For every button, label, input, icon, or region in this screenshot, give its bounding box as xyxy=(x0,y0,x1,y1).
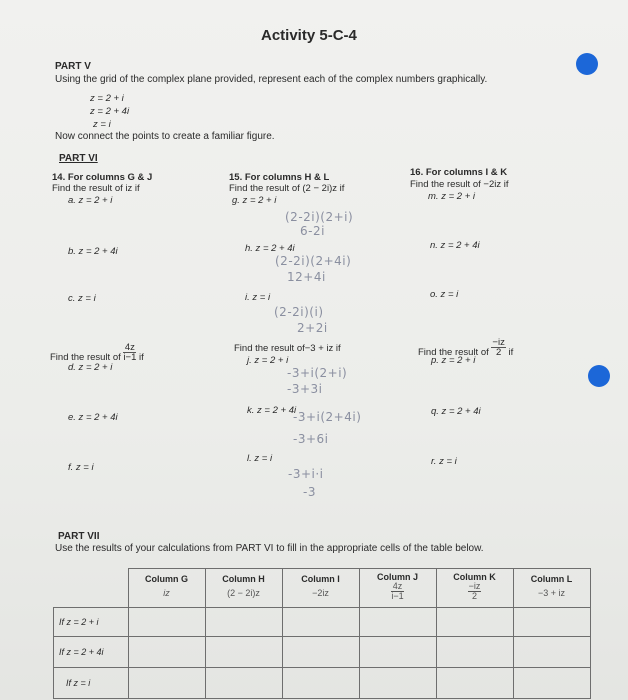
cell[interactable] xyxy=(128,636,205,667)
cell[interactable] xyxy=(282,636,359,667)
q16-sub2-pre: Find the result of xyxy=(418,347,489,358)
q15-l: l. z = i xyxy=(247,453,273,464)
hand-i2: 2+2i xyxy=(297,321,328,335)
q14-fraction-den: i−1 xyxy=(123,352,137,363)
col-l-expr: −3 + iz xyxy=(537,588,566,598)
col-g-header xyxy=(128,569,205,608)
hand-h1: (2-2i)(2+4i) xyxy=(275,254,352,268)
hand-l1: -3+i·i xyxy=(288,467,324,481)
q14-sub2-pre: Find the result of xyxy=(50,352,121,363)
col-j-header xyxy=(359,569,436,608)
row-label-2: If z = 2 + 4i xyxy=(54,636,129,667)
q16-title: 16. For columns I & K xyxy=(410,167,508,178)
q14-d: d. z = 2 + i xyxy=(68,362,113,373)
q14-b: b. z = 2 + 4i xyxy=(68,246,118,257)
hand-j1: -3+i(2+i) xyxy=(287,366,348,380)
q16-r: r. z = i xyxy=(431,456,457,467)
page-title: Activity 5-C-4 xyxy=(261,27,357,44)
col-h-header xyxy=(205,569,282,608)
hand-j2: -3+3i xyxy=(287,382,323,396)
col-g-title: Column G xyxy=(145,574,188,584)
row-label-1: If z = 2 + i xyxy=(54,607,129,636)
hand-h2: 12+4i xyxy=(287,270,326,284)
cell[interactable] xyxy=(436,667,513,698)
q16-fraction-den: 2 xyxy=(495,347,502,358)
q16-o: o. z = i xyxy=(430,289,459,300)
col-k-fraction xyxy=(468,582,482,601)
col-j-title: Column J xyxy=(376,572,418,582)
col-j-den: i−1 xyxy=(391,591,404,601)
table-row xyxy=(54,607,591,636)
col-k-num: −iz xyxy=(468,581,481,591)
cell[interactable] xyxy=(205,607,282,636)
q16-n: n. z = 2 + 4i xyxy=(430,240,480,251)
cell[interactable] xyxy=(359,636,436,667)
q14-sub2-post: if xyxy=(139,352,144,363)
cell[interactable] xyxy=(282,607,359,636)
cell[interactable] xyxy=(205,667,282,698)
table-row xyxy=(54,636,591,667)
part7-instruction: Use the results of your calculations from PART VI to fill in the appropriate cells of the table below. xyxy=(55,543,484,554)
col-k-den: 2 xyxy=(471,591,477,601)
q15-j: j. z = 2 + i xyxy=(247,355,289,366)
blue-dot-marker[interactable] xyxy=(576,53,598,75)
part7-heading: PART VII xyxy=(58,531,100,542)
q15-h: h. z = 2 + 4i xyxy=(245,243,295,254)
q16-sub2-post: if xyxy=(508,347,514,358)
cell[interactable] xyxy=(513,636,590,667)
row-label-3: If z = i xyxy=(54,667,129,698)
q16-sub: Find the result of −2iz if xyxy=(410,179,509,190)
q14-fraction-num: 4z xyxy=(124,342,135,353)
cell[interactable] xyxy=(205,636,282,667)
hand-l2: -3 xyxy=(303,485,316,499)
q16-fraction-num: −iz xyxy=(492,337,505,348)
results-table xyxy=(53,568,591,699)
q14-a: a. z = 2 + i xyxy=(68,195,113,206)
cell[interactable] xyxy=(513,607,590,636)
col-i-expr: −2iz xyxy=(312,588,329,598)
q15-g: g. z = 2 + i xyxy=(232,195,277,206)
part5-number-1: z = 2 + i xyxy=(90,93,124,104)
hand-g2: 6-2i xyxy=(300,224,325,238)
cell[interactable] xyxy=(359,607,436,636)
q15-i: i. z = i xyxy=(245,292,271,303)
q14-e: e. z = 2 + 4i xyxy=(68,412,118,423)
q15-k: k. z = 2 + 4i xyxy=(247,405,297,416)
part5-connect: Now connect the points to create a familiar figure. xyxy=(55,131,275,142)
cell[interactable] xyxy=(436,607,513,636)
col-i-title: Column I xyxy=(301,574,340,584)
q16-p: p. z = 2 + i xyxy=(431,355,476,366)
q16-fraction xyxy=(491,338,505,357)
cell[interactable] xyxy=(359,667,436,698)
col-l-header xyxy=(513,569,590,608)
q16-m: m. z = 2 + i xyxy=(428,191,475,202)
q14-fraction xyxy=(123,343,136,362)
cell[interactable] xyxy=(282,667,359,698)
hand-k2: -3+6i xyxy=(293,432,329,446)
part5-instruction: Using the grid of the complex plane provided, represent each of the complex numbers graphically. xyxy=(55,74,488,85)
col-k-title: Column K xyxy=(453,572,496,582)
q15-title: 15. For columns H & L xyxy=(229,172,330,183)
part6-heading: PART VI xyxy=(59,153,98,164)
col-i-header xyxy=(282,569,359,608)
col-h-title: Column H xyxy=(222,574,265,584)
hand-i1: (2-2i)(i) xyxy=(274,305,324,319)
cell[interactable] xyxy=(513,667,590,698)
q16-q: q. z = 2 + 4i xyxy=(431,406,481,417)
cell[interactable] xyxy=(128,607,205,636)
part5-heading: PART V xyxy=(55,61,91,72)
col-j-num: 4z xyxy=(392,581,403,591)
cell[interactable] xyxy=(128,667,205,698)
hand-g1: (2-2i)(2+i) xyxy=(285,210,354,224)
cell[interactable] xyxy=(436,636,513,667)
q14-sub: Find the result of iz if xyxy=(52,183,140,194)
col-g-expr: iz xyxy=(163,588,170,598)
col-j-fraction xyxy=(391,582,403,601)
q14-c: c. z = i xyxy=(68,293,96,304)
col-l-title: Column L xyxy=(530,574,573,584)
table-header-row xyxy=(54,569,591,608)
hand-k1: -3+i(2+4i) xyxy=(293,410,362,424)
q15-sub2: Find the result of−3 + iz if xyxy=(234,343,341,354)
q14-f: f. z = i xyxy=(68,462,94,473)
col-h-expr: (2 − 2i)z xyxy=(227,588,260,598)
q14-sub2 xyxy=(50,343,144,363)
part5-number-2: z = 2 + 4i xyxy=(90,106,130,117)
table-row xyxy=(54,667,591,698)
table-corner xyxy=(54,569,129,608)
q15-sub: Find the result of (2 − 2i)z if xyxy=(229,183,345,194)
q14-title: 14. For columns G & J xyxy=(52,172,153,183)
col-k-header xyxy=(436,569,513,608)
blue-dot-marker[interactable] xyxy=(588,365,610,387)
part5-number-3: z = i xyxy=(93,119,111,130)
